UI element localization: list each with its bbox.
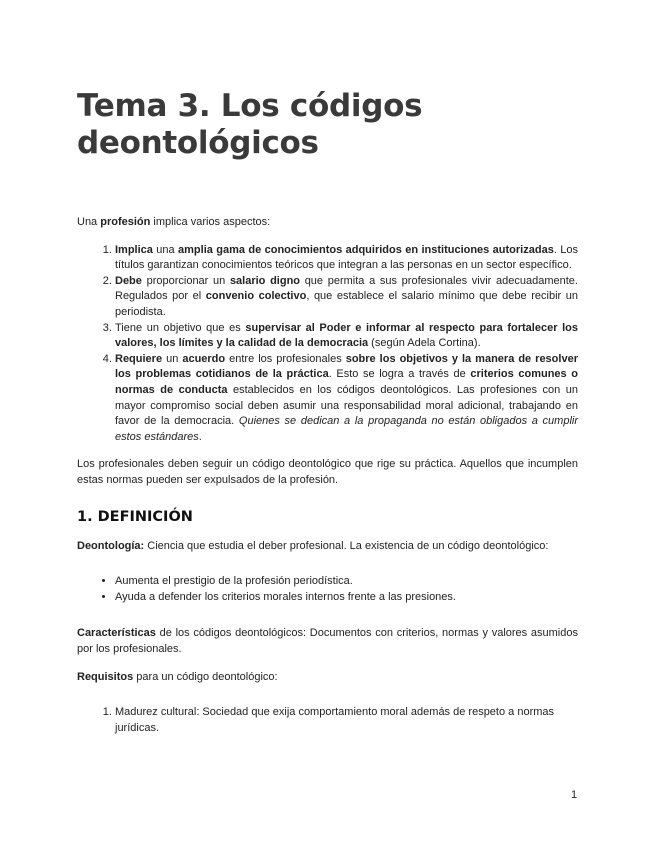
- definition-term: Deontología:: [77, 539, 145, 552]
- item-text: establecidos en los códigos deontológicos. Las profesiones con un mayor compromiso social deben asumir una responsabilidad moral adicional, trabajando en favor de la democracia.: [115, 383, 578, 428]
- title-line-2: deontológicos: [77, 125, 319, 161]
- item-text: proporcionar un: [141, 274, 230, 287]
- document-page: [77, 88, 578, 736]
- list-item: [115, 274, 578, 321]
- item-bold: Debe: [115, 274, 142, 287]
- requisitos-list: [77, 705, 578, 736]
- item-bold: convenio colectivo: [205, 290, 307, 303]
- section-heading-definicion: 1. DEFINICIÓN: [77, 508, 193, 525]
- item-text: (según Adela Cortina).: [368, 337, 481, 350]
- list-item: [115, 352, 578, 446]
- intro-text: Una: [77, 216, 101, 228]
- after-list-paragraph: Los profesionales deben seguir un código deontológico que rige su práctica. Aquellos que incumplen estas normas pueden ser expulsados de la profesión.: [77, 458, 578, 486]
- list-item: 1. Madurez cultural: Sociedad que exija comportamiento moral además de respeto a normas jurídicas.: [115, 705, 578, 736]
- item-text: , que establece el salario mínimo que debe recibir un periodista.: [115, 290, 578, 318]
- item-bold: supervisar al Poder e informar al respecto para fortalecer los valores, los límites y la calidad de la democracia: [115, 321, 578, 350]
- item-bold: amplia gama de conocimientos adquiridos en instituciones autorizadas: [178, 243, 554, 256]
- item-text: . Esto se logra a través de: [328, 368, 471, 381]
- bullet-item: • Ayuda a defender los criterios morales internos frente a las presiones.: [115, 590, 578, 606]
- definition-text: Ciencia que estudia el deber profesional. La existencia de un código deontológico:: [144, 539, 549, 552]
- item-bold: criterios comunes o normas de conducta: [115, 368, 578, 396]
- caracteristicas-text: de los códigos deontológicos: Documentos con criterios, normas y valores asumidos por los profesionales.: [77, 627, 578, 655]
- item-italic: Quienes se dedican a la propaganda no están obligados a cumplir estos estándares: [115, 415, 579, 443]
- item-text: una: [152, 243, 179, 256]
- item-bold: salario digno: [229, 274, 301, 287]
- definition-paragraph: [77, 539, 578, 555]
- page-number: 1: [571, 789, 578, 801]
- intro-bold: profesión: [100, 216, 151, 228]
- item-text: un: [162, 352, 183, 365]
- requisitos-term: Requisitos: [77, 671, 134, 684]
- list-item: [115, 243, 578, 274]
- caracteristicas-term: Características: [77, 627, 156, 640]
- page-title: [77, 88, 578, 162]
- requisitos-text: para un código deontológico:: [133, 671, 278, 684]
- intro-text-end: implica varios aspectos:: [150, 216, 271, 228]
- title-line-1: Tema 3. Los códigos: [77, 88, 423, 124]
- item-bold: acuerdo: [182, 352, 226, 365]
- list-item: [115, 321, 578, 352]
- bullet-list: [77, 574, 578, 605]
- item-bold: sobre los objetivos y la manera de resolver los problemas cotidianos de la práctica: [115, 352, 578, 381]
- item-bold: Implica: [115, 243, 153, 256]
- item-bold: Requiere: [115, 352, 163, 365]
- item-text: .: [198, 430, 202, 443]
- item-text: que permita a sus profesionales vivir adecuadamente. Regulados por el: [115, 274, 578, 303]
- aspects-list: [77, 243, 578, 446]
- item-text: Tiene un objetivo que es: [115, 321, 246, 334]
- caracteristicas-paragraph: [77, 626, 578, 657]
- item-text: . Los títulos garantizan conocimientos teóricos que integran a las personas en un sector específico.: [115, 243, 578, 272]
- intro-paragraph: [77, 215, 578, 231]
- requisitos-paragraph: [77, 670, 578, 686]
- bullet-item: • Aumenta el prestigio de la profesión periodística.: [115, 574, 578, 590]
- item-text: entre los profesionales: [225, 352, 346, 365]
